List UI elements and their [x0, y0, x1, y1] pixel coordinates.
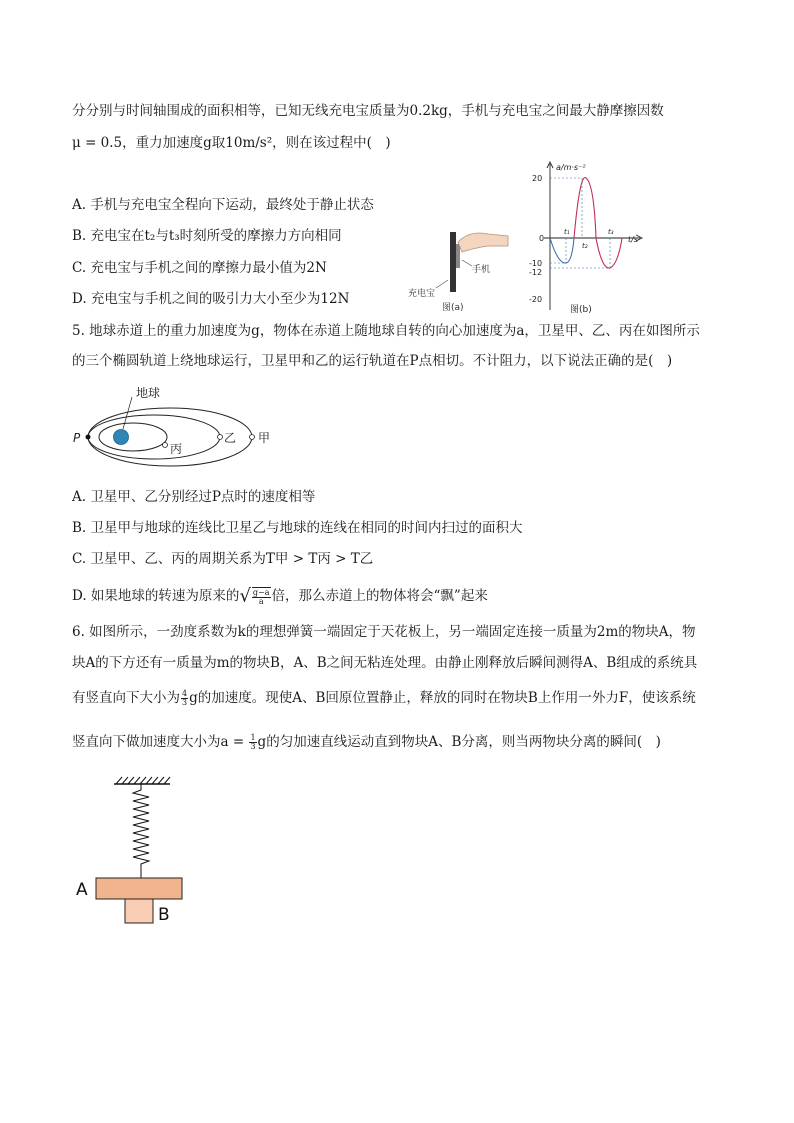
- tick-20: 20: [532, 174, 543, 183]
- sqrt-expression: √ $\frac{g-a}{a}$: [239, 585, 270, 607]
- q5-stem-line2: 的三个椭圆轨道上绕地球运行，卫星甲和乙的运行轨道在P点相切。不计阻力，以下说法正确的是( ): [72, 353, 673, 369]
- q4-option-d: D. 充电宝与手机之间的吸引力大小至少为12N: [72, 291, 350, 307]
- tick-neg20: -20: [529, 295, 543, 304]
- spring: [133, 784, 149, 878]
- q5-option-d-text-after: 倍，那么赤道上的物体将会“飘”起来: [271, 588, 488, 604]
- bing-label: 丙: [170, 442, 183, 456]
- q6-stem-line1: 6. 如图所示，一劲度系数为k的理想弹簧一端固定于天花板上，另一端固定连接一质量为2m的物块A，物: [72, 624, 696, 640]
- q4-stem-line1: 分分别与时间轴围成的面积相等，已知无线充电宝质量为0.2kg，手机与充电宝之间最大静摩擦因数: [72, 103, 664, 119]
- q5-frac-den: a: [258, 597, 264, 607]
- fig-a-caption: 图(a): [442, 303, 464, 313]
- q6-frac1-den: 3: [182, 698, 188, 707]
- tick-neg10: -10: [529, 259, 543, 268]
- q6-line4-before: 竖直向下做加速度大小为a =: [72, 734, 249, 750]
- q5-option-b: B. 卫星甲与地球的连线比卫星乙与地球的连线在相同的时间内扫过的面积大: [72, 520, 523, 536]
- charger-shape: [456, 244, 460, 268]
- earth-label: 地球: [136, 386, 161, 400]
- figure-a-phone-charger: [400, 222, 518, 314]
- y-axis-label: a/m·s⁻²: [556, 163, 586, 172]
- q6-line4-after: g的匀加速直线运动直到物块A、B分离，则当两物块分离的瞬间( ): [257, 734, 661, 750]
- point-p: [86, 435, 91, 440]
- q5-option-c: C. 卫星甲、乙、丙的周期关系为T甲 > T丙 > T乙: [72, 551, 374, 567]
- satellite-yi: [218, 435, 223, 440]
- earth-shape: [114, 430, 129, 445]
- q6-frac1-num: 4: [182, 689, 188, 698]
- tick-neg12: -12: [529, 268, 543, 277]
- q6-frac2-den: 3: [250, 742, 256, 751]
- fig-b-caption: 图(b): [570, 305, 592, 315]
- jia-label: 甲: [258, 431, 271, 445]
- q4-option-a: A. 手机与充电宝全程向下运动，最终处于静止状态: [72, 197, 374, 213]
- q5-frac-num: g−a: [252, 588, 270, 598]
- figure-b-acceleration-graph: [524, 160, 654, 316]
- fig-a-charger-label: 充电宝: [408, 289, 436, 299]
- q4-option-c: C. 充电宝与手机之间的摩擦力最小值为2N: [72, 260, 327, 276]
- t3-label: t₃: [608, 228, 614, 236]
- curve-red: [574, 178, 622, 269]
- q5-option-d: [72, 583, 488, 610]
- curve-blue: [550, 238, 574, 263]
- block-b: [125, 899, 153, 923]
- t2-label: t₂: [582, 242, 588, 250]
- x-axis-label: t/s: [628, 235, 638, 244]
- q4-option-b: B. 充电宝在t₂与t₃时刻所受的摩擦力方向相同: [72, 228, 342, 244]
- satellite-bing: [163, 443, 168, 448]
- q5-option-d-text-before: D. 如果地球的转速为原来的: [72, 588, 240, 604]
- satellite-jia: [250, 435, 255, 440]
- yi-label: 乙: [224, 431, 237, 445]
- tick-0: 0: [539, 234, 545, 243]
- q6-line3-after: g的加速度。现使A、B回原位置静止，释放的同时在物块B上作用一外力F，使该系统: [189, 690, 696, 706]
- t1-label: t₁: [564, 228, 570, 236]
- q6-stem-line4: [72, 730, 661, 754]
- figure-spring-blocks: [70, 774, 200, 930]
- q6-stem-line2: 块A的下方还有一质量为m的物块B，A、B之间无粘连处理。由静止刚释放后瞬间测得A、B组成的系统具: [72, 655, 698, 671]
- block-a-label: A: [76, 880, 88, 900]
- fig-a-phone-label: 手机: [472, 265, 491, 275]
- hand-shape: [458, 233, 508, 252]
- q6-line3-before: 有竖直向下大小为: [72, 690, 180, 706]
- q6-frac2-num: 1: [250, 733, 256, 742]
- orbit-bing: [99, 423, 167, 451]
- q4-stem-line2: μ = 0.5，重力加速度g取10m/s²，则在该过程中( ): [72, 135, 391, 151]
- block-b-label: B: [158, 905, 170, 925]
- figure-satellite-orbits: [70, 383, 280, 483]
- q5-option-a: A. 卫星甲、乙分别经过P点时的速度相等: [72, 489, 316, 505]
- orbit-yi: [88, 415, 220, 459]
- phone-shape: [450, 232, 456, 292]
- q6-stem-line3: [72, 686, 696, 710]
- q5-stem-line1: 5. 地球赤道上的重力加速度为g，物体在赤道上随地球自转的向心加速度为a，卫星甲、乙、丙在如图所示: [72, 323, 700, 339]
- block-a: [96, 878, 182, 899]
- p-label: P: [73, 431, 81, 445]
